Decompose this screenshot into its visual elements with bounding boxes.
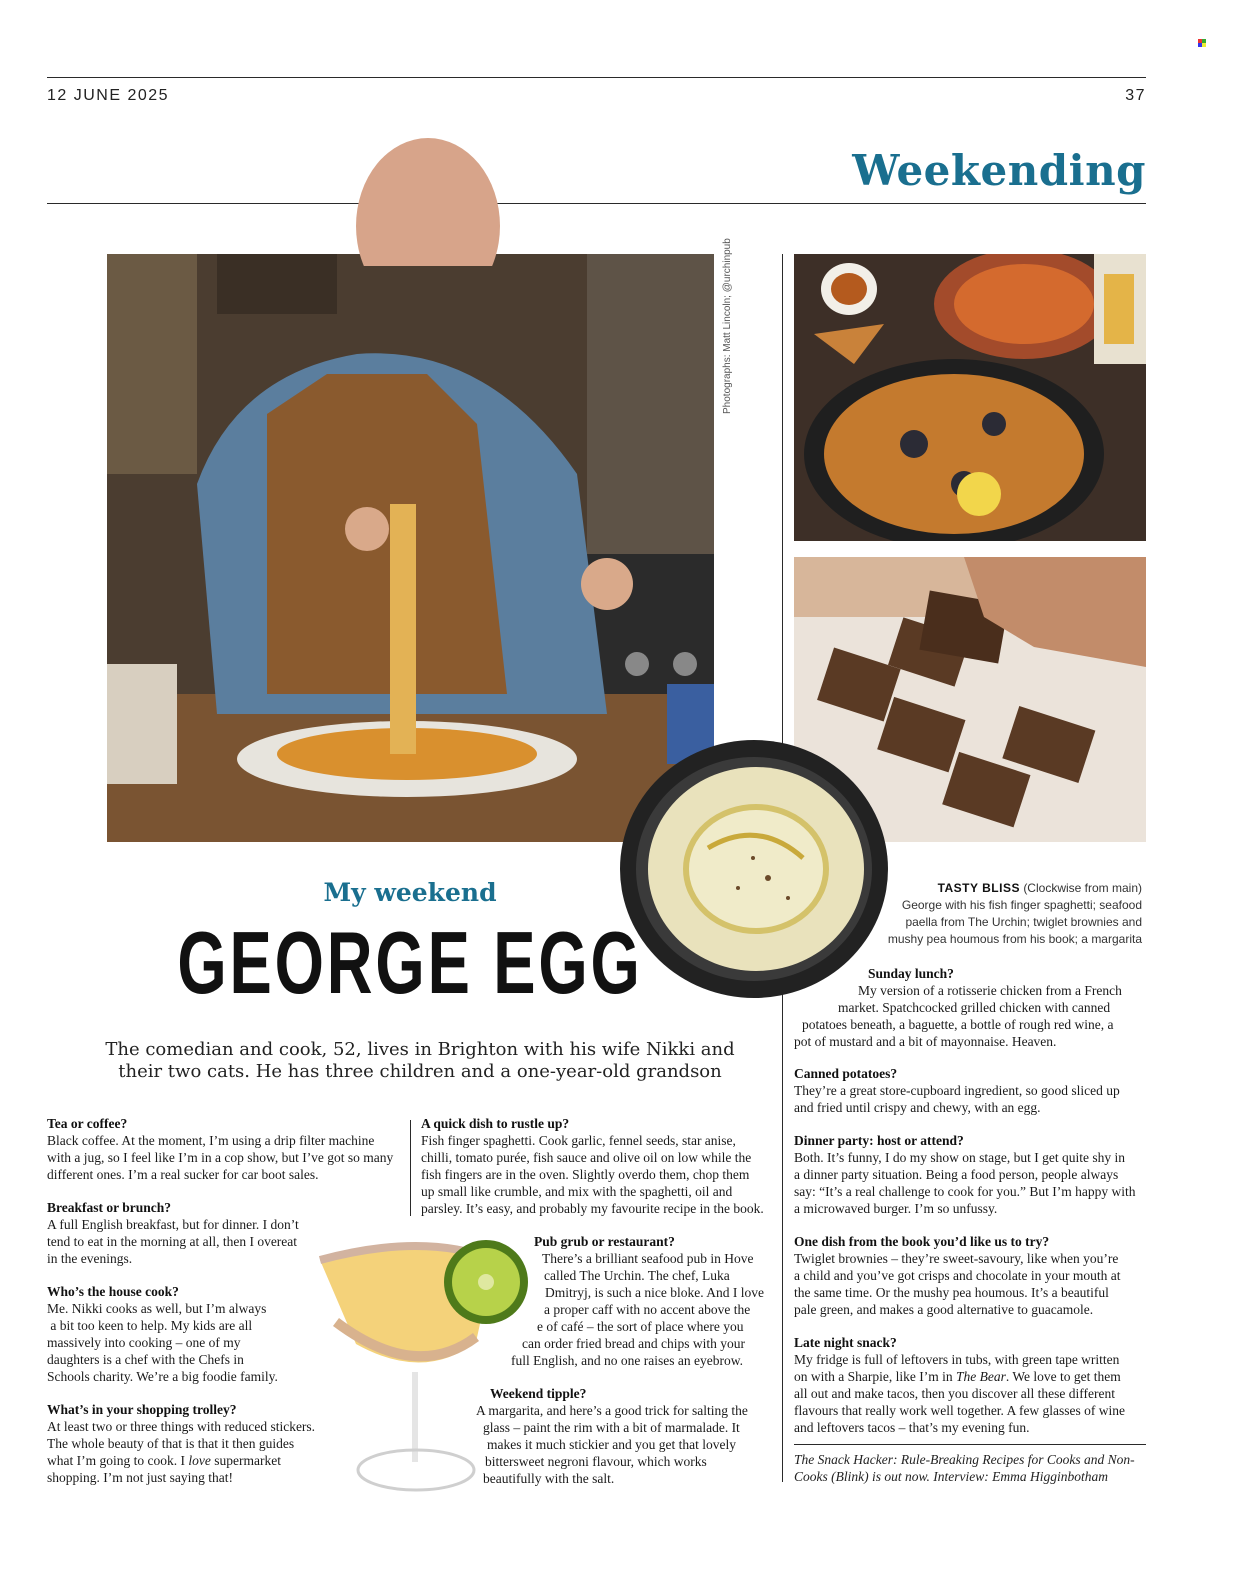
photo-seafood-paella	[794, 254, 1146, 541]
qa-sunday-lunch	[794, 965, 1146, 1050]
book-credit-line: The Snack Hacker: Rule-Breaking Recipes for Cooks and Non-	[794, 1452, 1135, 1467]
answer-line: and fried until crispy and chewy, with an egg.	[794, 1100, 1041, 1115]
qa-weekend-tipple	[474, 1385, 782, 1487]
answer-text: . We love to get them	[1005, 1369, 1121, 1384]
answer-line: potatoes beneath, a baguette, a bottle of rough red wine, a	[802, 1017, 1114, 1032]
answer-line: a bit too keen to help. My kids are all	[47, 1318, 253, 1333]
answer-emphasis: The Bear	[955, 1369, 1006, 1384]
answer-line: e of café – the sort of place where you	[537, 1319, 744, 1334]
answer-line: My fridge is full of leftovers in tubs, with green tape written	[794, 1352, 1120, 1367]
answer-line: and leftovers tacos – that’s my evening fun.	[794, 1420, 1030, 1435]
question: Sunday lunch?	[868, 966, 954, 981]
answer-line: At least two or three things with reduced stickers.	[47, 1419, 316, 1434]
photo-credit: Photographs: Matt Lincoln; @urchinpub	[722, 238, 733, 414]
answer-line: shopping. I’m not just saying that!	[47, 1470, 233, 1485]
answer-line: up small like crumble, and mix with the spaghetti, oil and	[421, 1184, 733, 1199]
question: Late night snack?	[794, 1335, 897, 1350]
question: Dinner party: host or attend?	[794, 1133, 964, 1148]
caption-line: paella from The Urchin; twiglet brownies and	[905, 915, 1142, 929]
answer-line: parsley. It’s easy, and probably my favourite recipe in the book.	[421, 1201, 764, 1216]
qa-breakfast	[47, 1199, 347, 1267]
answer-line: pale green, and makes a good alternative to guacamole.	[794, 1302, 1094, 1317]
headline-name: GEORGE EGG	[177, 913, 643, 1012]
color-marker	[1198, 32, 1206, 40]
page-number: 37	[1125, 87, 1146, 104]
question: Canned potatoes?	[794, 1066, 898, 1081]
answer-line: a child and you’ve got crisps and chocolate in your mouth at	[794, 1268, 1121, 1283]
answer-line: say: “It’s a real challenge to cook for you.” But I’m happy with	[794, 1184, 1136, 1199]
section-title: Weekending	[852, 146, 1146, 195]
answer-line: They’re a great store-cupboard ingredient, so good sliced up	[794, 1083, 1120, 1098]
answer-line: market. Spatchcocked grilled chicken with canned	[838, 1000, 1111, 1015]
question: Pub grub or restaurant?	[534, 1234, 675, 1249]
issue-date: 12 JUNE 2025	[47, 87, 170, 104]
answer-emphasis: love	[188, 1453, 211, 1468]
section-rule	[47, 203, 1146, 204]
answer-line: all out and make tacos, then you discover all these different	[794, 1386, 1116, 1401]
answer-line	[47, 1452, 347, 1469]
answer-line: glass – paint the rim with a bit of marmalade. It	[483, 1420, 740, 1435]
caption-line: George with his fish finger spaghetti; seafood	[901, 898, 1142, 912]
answer-text: supermarket	[210, 1453, 281, 1468]
answer-line: Dmitryj, is such a nice bloke. And I love	[545, 1285, 764, 1300]
answer-line: beautifully with the salt.	[483, 1471, 615, 1486]
answer-line: Twiglet brownies – they’re sweet-savoury, like when you’re	[794, 1251, 1119, 1266]
qa-quick-dish	[421, 1115, 781, 1217]
question: Breakfast or brunch?	[47, 1200, 172, 1215]
qa-dinner-party	[794, 1132, 1146, 1217]
answer-line: There’s a brilliant seafood pub in Hove	[542, 1251, 754, 1266]
qa-tea-or-coffee	[47, 1115, 407, 1183]
answer-line: Schools charity. We’re a big foodie family.	[47, 1369, 278, 1384]
answer-line: a proper caff with no accent above the	[544, 1302, 751, 1317]
answer-line: full English, and no one raises an eyebrow.	[511, 1353, 743, 1368]
standfirst	[60, 1039, 780, 1083]
answer-line: pot of mustard and a bit of mayonnaise. Heaven.	[794, 1034, 1057, 1049]
answer-line: different ones. I’m a real sucker for car boot sales.	[47, 1167, 319, 1182]
standfirst-line: The comedian and cook, 52, lives in Brighton with his wife Nikki and	[105, 1039, 735, 1060]
answer-line	[794, 1368, 1146, 1385]
question: A quick dish to rustle up?	[421, 1116, 570, 1131]
caption-sub: (Clockwise from main)	[1023, 881, 1142, 895]
answer-line: a dinner party situation. Being a food person, people always	[794, 1167, 1119, 1182]
question: One dish from the book you’d like us to try?	[794, 1234, 1050, 1249]
answer-line: Both. It’s funny, I do my show on stage, but I get quite shy in	[794, 1150, 1125, 1165]
answer-text: what I’m going to cook. I	[47, 1453, 189, 1468]
answer-line: bittersweet negroni flavour, which works	[485, 1454, 707, 1469]
qa-shopping-trolley	[47, 1401, 347, 1486]
answer-line: flavours that really work well together. A few glasses of wine	[794, 1403, 1126, 1418]
answer-line: tend to eat in the morning at all, then I overeat	[47, 1234, 298, 1249]
answer-line: massively into cooking – one of my	[47, 1335, 241, 1350]
answer-line: fish fingers are in the oven. Slightly overdo them, chop them	[421, 1167, 750, 1182]
question: Tea or coffee?	[47, 1116, 128, 1131]
caption-lead: TASTY BLISS	[937, 881, 1020, 895]
qa-one-dish	[794, 1233, 1146, 1318]
kicker: My weekend	[323, 878, 497, 907]
book-credit-rule	[794, 1444, 1146, 1445]
george-head-cutout	[320, 136, 530, 266]
qa-pub-grub	[510, 1233, 782, 1369]
answer-line: called The Urchin. The chef, Luka	[544, 1268, 730, 1283]
question: Who’s the house cook?	[47, 1284, 179, 1299]
answer-line: a microwaved burger. I’m so unfussy.	[794, 1201, 998, 1216]
answer-line: with a jug, so I feel like I’m in a cop show, but I’ve got so many	[47, 1150, 394, 1165]
qa-canned-potatoes	[794, 1065, 1146, 1116]
answer-line: Fish finger spaghetti. Cook garlic, fennel seeds, star anise,	[421, 1133, 736, 1148]
answer-line: The whole beauty of that is that it then guides	[47, 1436, 295, 1451]
book-credit-line: Cooks (Blink) is out now. Interview: Emma Higginbotham	[794, 1469, 1108, 1484]
answer-line: Me. Nikki cooks as well, but I’m always	[47, 1301, 267, 1316]
caption-line: mushy pea houmous from his book; a margarita	[887, 932, 1142, 946]
book-credit	[794, 1451, 1150, 1485]
answer-line: in the evenings.	[47, 1251, 133, 1266]
photo-caption	[880, 880, 1142, 948]
answer-line: A full English breakfast, but for dinner. I don’t	[47, 1217, 299, 1232]
question: Weekend tipple?	[490, 1386, 587, 1401]
answer-line: A margarita, and here’s a good trick for salting the	[476, 1403, 748, 1418]
answer-text: on with a Sharpie, like I’m in	[794, 1369, 956, 1384]
top-rule	[47, 77, 1146, 78]
question: What’s in your shopping trolley?	[47, 1402, 237, 1417]
answer-line: makes it much stickier and you get that lovely	[487, 1437, 736, 1452]
qa-late-night-snack	[794, 1334, 1146, 1436]
standfirst-line: their two cats. He has three children and a one-year-old grandson	[118, 1061, 722, 1082]
qa-house-cook	[47, 1283, 337, 1385]
answer-line: the same time. Or the mushy pea houmous. It’s a beautiful	[794, 1285, 1109, 1300]
answer-line: Black coffee. At the moment, I’m using a drip filter machine	[47, 1133, 375, 1148]
column-divider-middle	[410, 1120, 411, 1216]
answer-line: daughters is a chef with the Chefs in	[47, 1352, 244, 1367]
answer-line: can order fried bread and chips with your	[522, 1336, 746, 1351]
answer-line: My version of a rotisserie chicken from a French	[858, 983, 1122, 998]
answer-line: chilli, tomato purée, fish sauce and olive oil on low while the	[421, 1150, 752, 1165]
